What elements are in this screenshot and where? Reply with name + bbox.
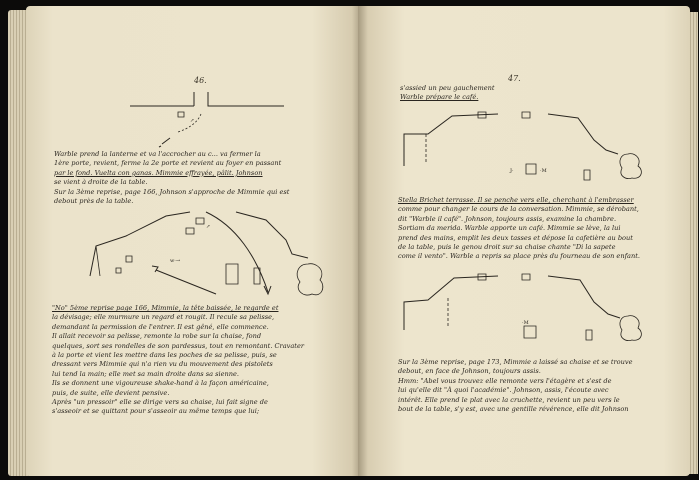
text-line: comme pour changer le cours de la conversation. Mimmie, se dérobant,: [398, 205, 639, 214]
open-book: [8, 6, 698, 478]
page-number-left: 46.: [194, 76, 207, 85]
text-line: quelques, sort ses rondelles de son pardessus, tout en remontant. Cravater: [52, 341, 305, 350]
text-line: Sortiam da merida. Warble apporte un café. Mimmie se lève, la lui: [398, 224, 621, 233]
text-line: Sur la 3ème reprise, page 166, Johnson s'approche de Mimmie qui est: [54, 188, 290, 196]
svg-text:w·→: w·→: [170, 258, 181, 264]
text-line: Sur la 3ème reprise, page 173, Mimmie a laissé sa chaise et se trouve: [398, 358, 633, 366]
text-line: Warble prend la lanterne et va l'accrocher au c... va fermer la: [54, 150, 261, 158]
text-line: prend des mains, emplit les deux tasses et dépose la cafetière au bout: [398, 233, 633, 242]
text-line: come il vento". Warble a repris sa place près du fourneau de son enfant.: [398, 252, 640, 261]
text-line: debout près de la table.: [54, 197, 134, 206]
text-line: la dévisage; elle murmure un regard et rougit. Il recule sa pelisse,: [52, 313, 275, 322]
text-line: Warble prépare le café.: [400, 93, 479, 102]
text-line: Hmm: "Abel vous trouvez elle remonte vers l'étagère et s'est de: [398, 376, 612, 385]
text-line: dressant vers Mimmie qui n'a rien vu du mouvement des pistolets: [52, 360, 273, 369]
svg-text:J·: J·: [510, 168, 514, 174]
svg-text:↗: ↗: [206, 224, 211, 230]
page-number-right: 47.: [508, 74, 521, 83]
text-line: "No" 5ème reprise page 166, Mimmie, la tête baissée, le regarde et: [52, 304, 279, 312]
left-paragraph-1: [54, 150, 281, 188]
left-paragraph-3: [52, 304, 304, 417]
diagram-right-2: [398, 268, 658, 354]
left-page: [26, 6, 362, 476]
svg-text:↗: ↗: [190, 118, 195, 124]
diagram-right-1: [398, 110, 658, 196]
text-line: Il allait recevoir sa pelisse, remonte la robe sur la chaise, fond: [52, 332, 262, 341]
text-line: par le fond. Vuelta con ganas. Mimmie effrayée, pâlit. Johnson: [54, 168, 263, 177]
right-top-lines: [400, 84, 495, 103]
right-paragraph-2: [398, 358, 633, 414]
text-line: demandant la permission de l'entrer. Il est gêné, elle commence.: [52, 322, 269, 331]
diagram-left-stage-plan: [86, 206, 336, 306]
text-line: 1ère porte, revient, ferme la 2e porte et revient au foyer en passant: [54, 159, 282, 168]
text-line: bout de la table, s'y est, avec une gentille révérence, elle dit Johnson: [398, 405, 629, 414]
text-line: dit "Warble il café". Johnson, toujours assis, examine la chambre.: [398, 214, 617, 223]
svg-text:·M: ·M: [522, 320, 529, 326]
text-line: debout, en face de Johnson, toujours assis.: [398, 367, 541, 376]
text-line: lui tend la main; elle met sa main droite dans sa sienne.: [52, 369, 240, 378]
text-line: lui qu'elle dit "À quoi l'académie". Johnson, assis, l'écoute avec: [398, 386, 609, 395]
svg-text:·M: ·M: [540, 168, 547, 174]
text-line: s'asseoir et se quittant pour s'asseoir au même temps que lui;: [52, 407, 260, 416]
text-line: Stella Brichet terrasse. Il se penche vers elle, cherchant à l'embrasser: [398, 196, 634, 204]
text-line: s'assied un peu gauchement: [400, 84, 495, 92]
text-line: se vient à droite de la table.: [54, 178, 148, 187]
text-line: Ils se donnent une vigoureuse shake-hand à la façon américaine,: [52, 379, 269, 388]
left-paragraph-2: [54, 188, 289, 207]
text-line: de la table, puis le genou droit sur sa chaise chante "Di la sapete: [398, 243, 616, 252]
text-line: Après "un pressoir" elle se dirige vers sa chaise, lui fait signe de: [52, 398, 268, 407]
text-line: puis, de suite, elle devient pensive.: [52, 388, 170, 397]
text-line: intérêt. Elle prend le plat avec la cruchette, revient un peu vers le: [398, 395, 620, 404]
diagram-left-1: [126, 92, 286, 152]
text-line: à la porte et vient les mettre dans les poches de sa pelisse, puis, se: [52, 351, 277, 360]
right-paragraph-1: [398, 196, 640, 262]
right-page: [358, 6, 690, 476]
